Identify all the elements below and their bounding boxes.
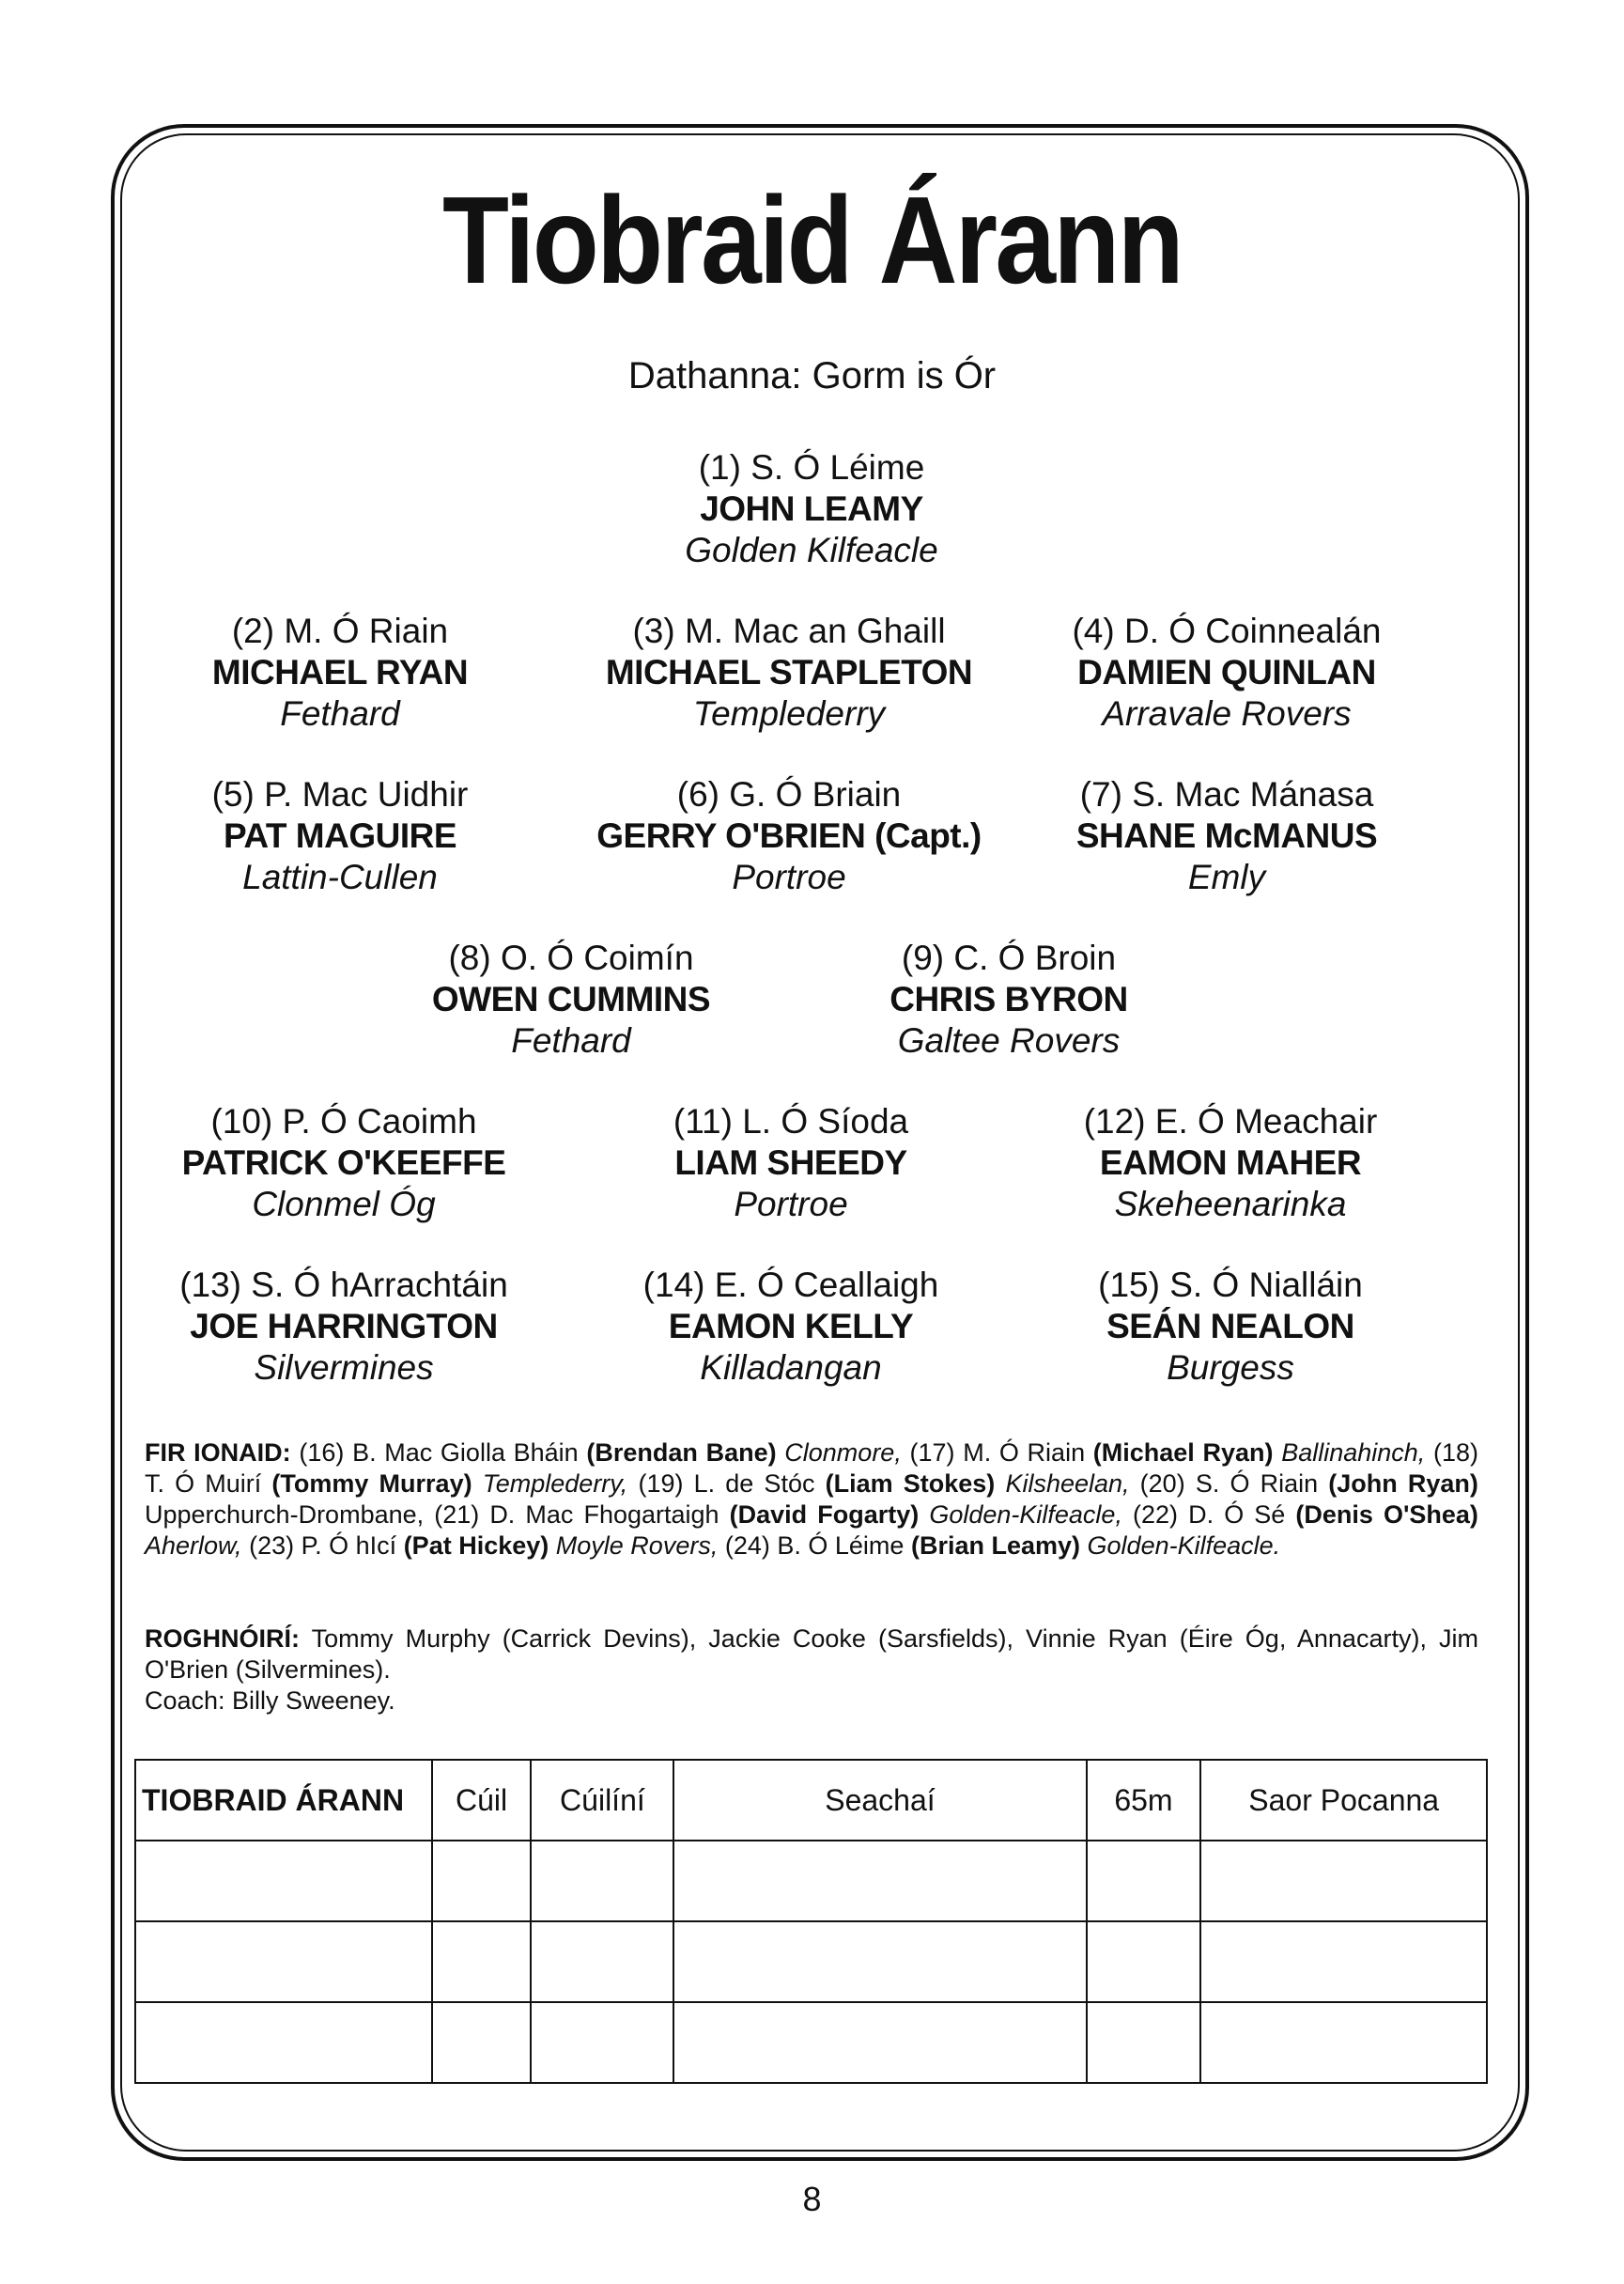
- score-cell[interactable]: [531, 1921, 673, 2002]
- player-english-name: GERRY O'BRIEN (Capt.): [596, 816, 982, 855]
- sub-number: (17): [909, 1438, 955, 1467]
- sub-number: (22): [1133, 1500, 1179, 1529]
- player-english-name: MICHAEL RYAN: [211, 653, 469, 691]
- score-cell[interactable]: [432, 2002, 532, 2083]
- score-cell[interactable]: [1200, 1841, 1487, 1921]
- sub-english-name: (John Ryan): [1328, 1469, 1478, 1498]
- sub-english-name: (Michael Ryan): [1092, 1438, 1274, 1467]
- sub-english-name: (Pat Hickey): [403, 1531, 549, 1560]
- player-irish-name: (10) P. Ó Caoimh: [210, 1102, 477, 1141]
- player-14: [575, 1265, 1007, 1389]
- player-club: Golden Kilfeacle: [685, 531, 938, 569]
- sub-english-name: (Liam Stokes): [825, 1469, 996, 1498]
- player-15: [1014, 1265, 1446, 1389]
- player-7: [1011, 774, 1443, 898]
- player-club: Fethard: [511, 1021, 631, 1060]
- player-club: Galtee Rovers: [897, 1021, 1121, 1060]
- player-club: Portroe: [734, 1185, 848, 1223]
- player-irish-name: (1) S. Ó Léime: [698, 448, 925, 487]
- player-irish-name: (9) C. Ó Broin: [901, 939, 1117, 977]
- player-9: [793, 938, 1225, 1062]
- header-seachai: Seachaí: [673, 1760, 1086, 1841]
- player-irish-name: (15) S. Ó Nialláin: [1098, 1266, 1363, 1304]
- header-saor-pocanna: Saor Pocanna: [1200, 1760, 1487, 1841]
- player-club: Portroe: [732, 858, 846, 896]
- player-club: Fethard: [280, 694, 400, 733]
- header-cuil: Cúil: [432, 1760, 532, 1841]
- sub-club: Upperchurch-Drombane,: [145, 1500, 425, 1529]
- player-club: Burgess: [1167, 1348, 1294, 1387]
- header-team: TIOBRAID ÁRANN: [135, 1760, 432, 1841]
- score-table-row: [135, 1921, 1487, 2002]
- player-irish-name: (6) G. Ó Briain: [676, 775, 902, 814]
- player-irish-name: (11) L. Ó Síoda: [673, 1102, 909, 1141]
- player-club: Skeheenarinka: [1114, 1185, 1347, 1223]
- player-club: Lattin-Cullen: [242, 858, 438, 896]
- header-cuilini: Cúilíní: [531, 1760, 673, 1841]
- team-colours: Dathanna: Gorm is Ór: [627, 355, 997, 396]
- player-english-name: OWEN CUMMINS: [431, 980, 711, 1018]
- player-8: [355, 938, 787, 1062]
- score-table-row: [135, 1841, 1487, 1921]
- score-cell[interactable]: [1087, 2002, 1201, 2083]
- player-english-name: DAMIEN QUINLAN: [1077, 653, 1376, 691]
- player-irish-name: (12) E. Ó Meachair: [1083, 1102, 1378, 1141]
- sub-irish-name: B. Mac Giolla Bháin: [352, 1438, 579, 1467]
- player-irish-name: (5) P. Mac Uidhir: [211, 775, 469, 814]
- score-table-header: [135, 1760, 1487, 1841]
- sub-21: [434, 1500, 1122, 1529]
- sub-number: (18): [1432, 1438, 1478, 1467]
- sub-irish-name: P. Ó hIcí: [301, 1531, 397, 1560]
- player-english-name: SHANE McMANUS: [1075, 816, 1378, 855]
- sub-irish-name: S. Ó Riain: [1195, 1469, 1319, 1498]
- player-club: Killadangan: [700, 1348, 882, 1387]
- sub-number: (21): [434, 1500, 480, 1529]
- score-cell[interactable]: [673, 2002, 1086, 2083]
- player-club: Emly: [1187, 858, 1266, 896]
- sub-19: [638, 1469, 1129, 1498]
- sub-number: (24): [724, 1531, 770, 1560]
- player-irish-name: (8) O. Ó Coimín: [448, 939, 694, 977]
- score-cell[interactable]: [432, 1921, 532, 2002]
- player-club: Templederry: [692, 694, 886, 733]
- sub-english-name: (Denis O'Shea): [1295, 1500, 1478, 1529]
- coach-text: Coach: Billy Sweeney.: [145, 1686, 395, 1715]
- player-12: [1014, 1101, 1446, 1225]
- player-english-name: EAMON MAHER: [1099, 1143, 1362, 1182]
- sub-club: Moyle Rovers,: [555, 1531, 719, 1560]
- score-table: [134, 1759, 1488, 2084]
- sub-club: Templederry,: [482, 1469, 628, 1498]
- sub-23: [249, 1531, 718, 1560]
- sub-irish-name: M. Ó Riain: [963, 1438, 1086, 1467]
- player-english-name: PAT MAGUIRE: [223, 816, 456, 855]
- player-english-name: EAMON KELLY: [668, 1307, 914, 1345]
- score-cell[interactable]: [531, 1841, 673, 1921]
- score-cell[interactable]: [135, 1921, 432, 2002]
- sub-club: Ballinahinch,: [1281, 1438, 1426, 1467]
- score-cell[interactable]: [1087, 1921, 1201, 2002]
- player-1: [595, 447, 1028, 571]
- sub-16: [299, 1438, 901, 1467]
- player-club: Silvermines: [254, 1348, 434, 1387]
- player-english-name: SEÁN NEALON: [1106, 1307, 1354, 1345]
- selectors-label: ROGHNÓIRÍ:: [145, 1624, 300, 1653]
- player-irish-name: (7) S. Mac Mánasa: [1079, 775, 1374, 814]
- sub-club: Aherlow,: [145, 1531, 242, 1560]
- score-cell[interactable]: [673, 1841, 1086, 1921]
- score-cell[interactable]: [135, 2002, 432, 2083]
- sub-english-name: (Tommy Murray): [271, 1469, 472, 1498]
- player-irish-name: (4) D. Ó Coinnealán: [1072, 612, 1382, 650]
- sub-number: (19): [638, 1469, 684, 1498]
- score-cell[interactable]: [531, 2002, 673, 2083]
- selectors-text: Tommy Murphy (Carrick Devins), Jackie Cooke (Sarsfields), Vinnie Ryan (Éire Óg, Annacarty), Jim O'Brien (Silvermines).: [145, 1624, 1478, 1684]
- score-cell[interactable]: [432, 1841, 532, 1921]
- player-english-name: LIAM SHEEDY: [674, 1143, 907, 1182]
- player-club: Arravale Rovers: [1102, 694, 1352, 733]
- player-irish-name: (2) M. Ó Riain: [231, 612, 449, 650]
- score-cell[interactable]: [673, 1921, 1086, 2002]
- player-irish-name: (14) E. Ó Ceallaigh: [642, 1266, 939, 1304]
- substitutes-label: FIR IONAID:: [145, 1438, 291, 1467]
- score-table-row: [135, 2002, 1487, 2083]
- sub-english-name: (Brendan Bane): [586, 1438, 777, 1467]
- score-cell[interactable]: [135, 1841, 432, 1921]
- player-10: [128, 1101, 560, 1225]
- player-3: [573, 611, 1005, 735]
- sub-irish-name: D. Mac Fhogartaigh: [489, 1500, 719, 1529]
- substitutes-paragraph: [145, 1437, 1478, 1562]
- player-11: [575, 1101, 1007, 1225]
- player-club: Clonmel Óg: [252, 1185, 436, 1223]
- selectors-paragraph: [145, 1624, 1478, 1717]
- player-english-name: CHRIS BYRON: [889, 980, 1128, 1018]
- sub-17: [910, 1438, 1426, 1467]
- player-english-name: JOE HARRINGTON: [190, 1307, 498, 1345]
- sub-number: (16): [299, 1438, 345, 1467]
- sub-club: Golden-Kilfeacle,: [929, 1500, 1122, 1529]
- sub-club: Clonmore,: [784, 1438, 902, 1467]
- player-6: [573, 774, 1005, 898]
- player-english-name: PATRICK O'KEEFFE: [181, 1143, 506, 1182]
- player-irish-name: (3) M. Mac an Ghaill: [632, 612, 946, 650]
- sub-irish-name: B. Ó Léime: [777, 1531, 905, 1560]
- score-cell[interactable]: [1087, 1841, 1201, 1921]
- player-5: [124, 774, 556, 898]
- sub-number: (20): [1139, 1469, 1185, 1498]
- sub-english-name: (David Fogarty): [729, 1500, 920, 1529]
- sub-club: Golden-Kilfeacle.: [1087, 1531, 1281, 1560]
- score-cell[interactable]: [1200, 1921, 1487, 2002]
- sub-irish-name: T. Ó Muirí: [145, 1469, 262, 1498]
- player-english-name: MICHAEL STAPLETON: [605, 653, 973, 691]
- header-65m: 65m: [1087, 1760, 1201, 1841]
- page-number: 8: [802, 2180, 822, 2218]
- sub-club: Kilsheelan,: [1005, 1469, 1130, 1498]
- team-title: Tiobraid Árann: [442, 171, 1182, 309]
- score-cell[interactable]: [1200, 2002, 1487, 2083]
- player-english-name: JOHN LEAMY: [700, 489, 923, 528]
- sub-english-name: (Brian Leamy): [910, 1531, 1081, 1560]
- sub-irish-name: L. de Stóc: [693, 1469, 815, 1498]
- sub-number: (23): [249, 1531, 295, 1560]
- sub-irish-name: D. Ó Sé: [1188, 1500, 1286, 1529]
- player-4: [1011, 611, 1443, 735]
- sub-24: [725, 1531, 1280, 1560]
- player-2: [124, 611, 556, 735]
- player-13: [128, 1265, 560, 1389]
- player-irish-name: (13) S. Ó hArrachtáin: [179, 1266, 508, 1304]
